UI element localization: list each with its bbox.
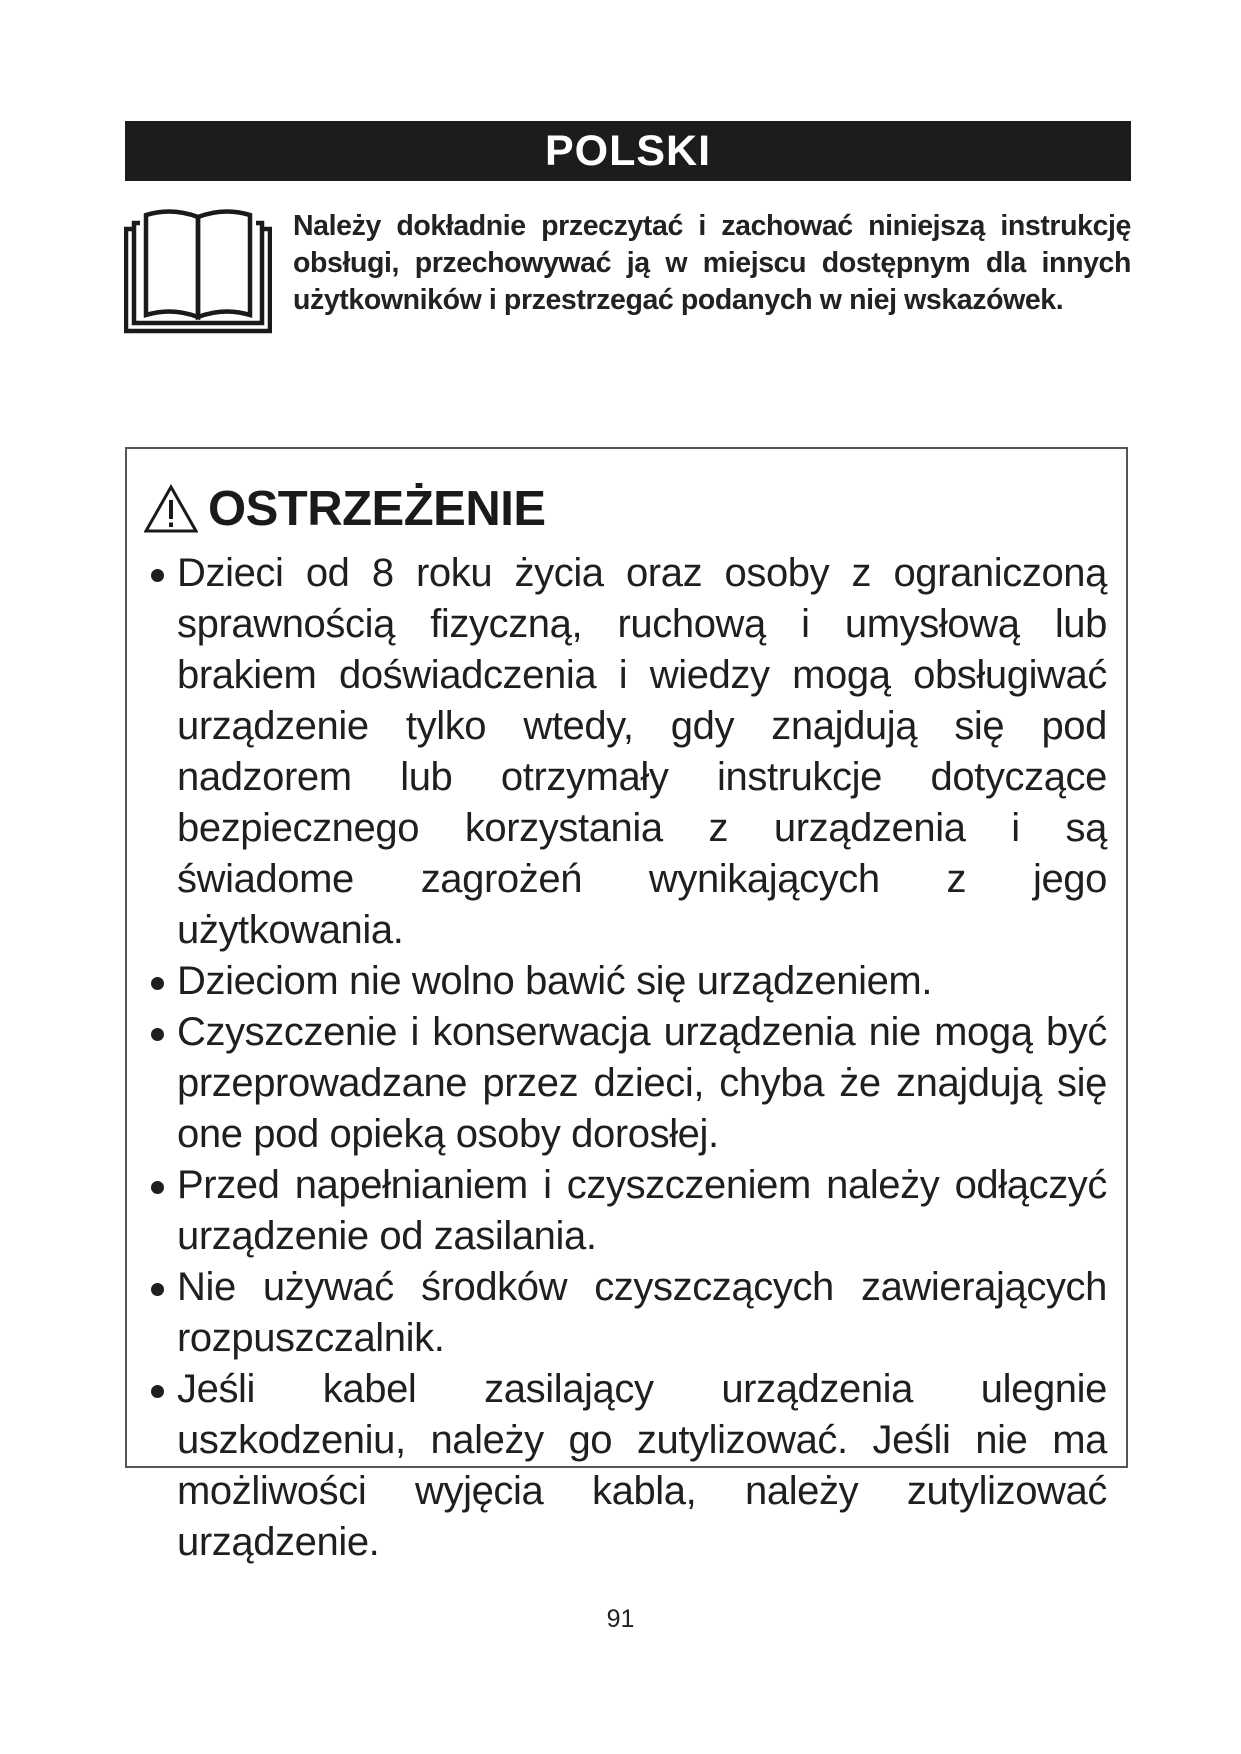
bullet-icon — [151, 1283, 164, 1296]
open-book-icon — [124, 207, 272, 335]
page-number: 91 — [606, 1605, 635, 1633]
language-header: POLSKI — [125, 121, 1131, 181]
warning-item-text: Czyszczenie i konserwacja urządzenia nie mogą być przeprowadzane przez dzieci, chyba że znajdują się one pod opieką osoby dorosłej. — [177, 1010, 1107, 1156]
warning-header — [144, 479, 546, 539]
bullet-icon — [151, 1028, 164, 1041]
warning-item — [147, 1160, 1107, 1262]
bullet-icon — [151, 569, 164, 582]
warning-list — [147, 548, 1107, 1568]
bullet-icon — [151, 977, 164, 990]
intro-instruction-text: Należy dokładnie przeczytać i zachować niniejszą instrukcję obsługi, przechowywać ją w miejscu dostępnym dla innych użytkowników i przestrzegać podanych w niej wskazówek. — [293, 210, 1131, 316]
bullet-icon — [151, 1181, 164, 1194]
bullet-icon — [151, 1385, 164, 1398]
warning-item — [147, 548, 1107, 956]
warning-item — [147, 1364, 1107, 1568]
warning-item — [147, 1262, 1107, 1364]
warning-item — [147, 1007, 1107, 1160]
warning-title: OSTRZEŻENIE — [208, 482, 546, 536]
warning-triangle-icon — [144, 484, 198, 534]
warning-item-text: Nie używać środków czyszczących zawierających rozpuszczalnik. — [177, 1265, 1107, 1360]
warning-item-text: Jeśli kabel zasilający urządzenia ulegnie uszkodzeniu, należy go zutylizować. Jeśli nie ma możliwości wyjęcia kabla, należy zutylizować urządzenie. — [177, 1367, 1107, 1564]
warning-item-text: Dzieciom nie wolno bawić się urządzeniem. — [177, 959, 933, 1003]
warning-item-text: Dzieci od 8 roku życia oraz osoby z ograniczoną sprawnością fizyczną, ruchową i umysłową lub brakiem doświadczenia i wiedzy mogą obsługiwać urządzenie tylko wtedy, gdy znajdują się pod nadzorem lub otrzymały instrukcje dotyczące bezpiecznego korzystania z urządzenia i są świadome zagrożeń wynikających z jego użytkowania. — [177, 551, 1107, 952]
warning-item — [147, 956, 1107, 1007]
warning-item-text: Przed napełnianiem i czyszczeniem należy odłączyć urządzenie od zasilania. — [177, 1163, 1107, 1258]
warning-box — [125, 447, 1128, 1564]
